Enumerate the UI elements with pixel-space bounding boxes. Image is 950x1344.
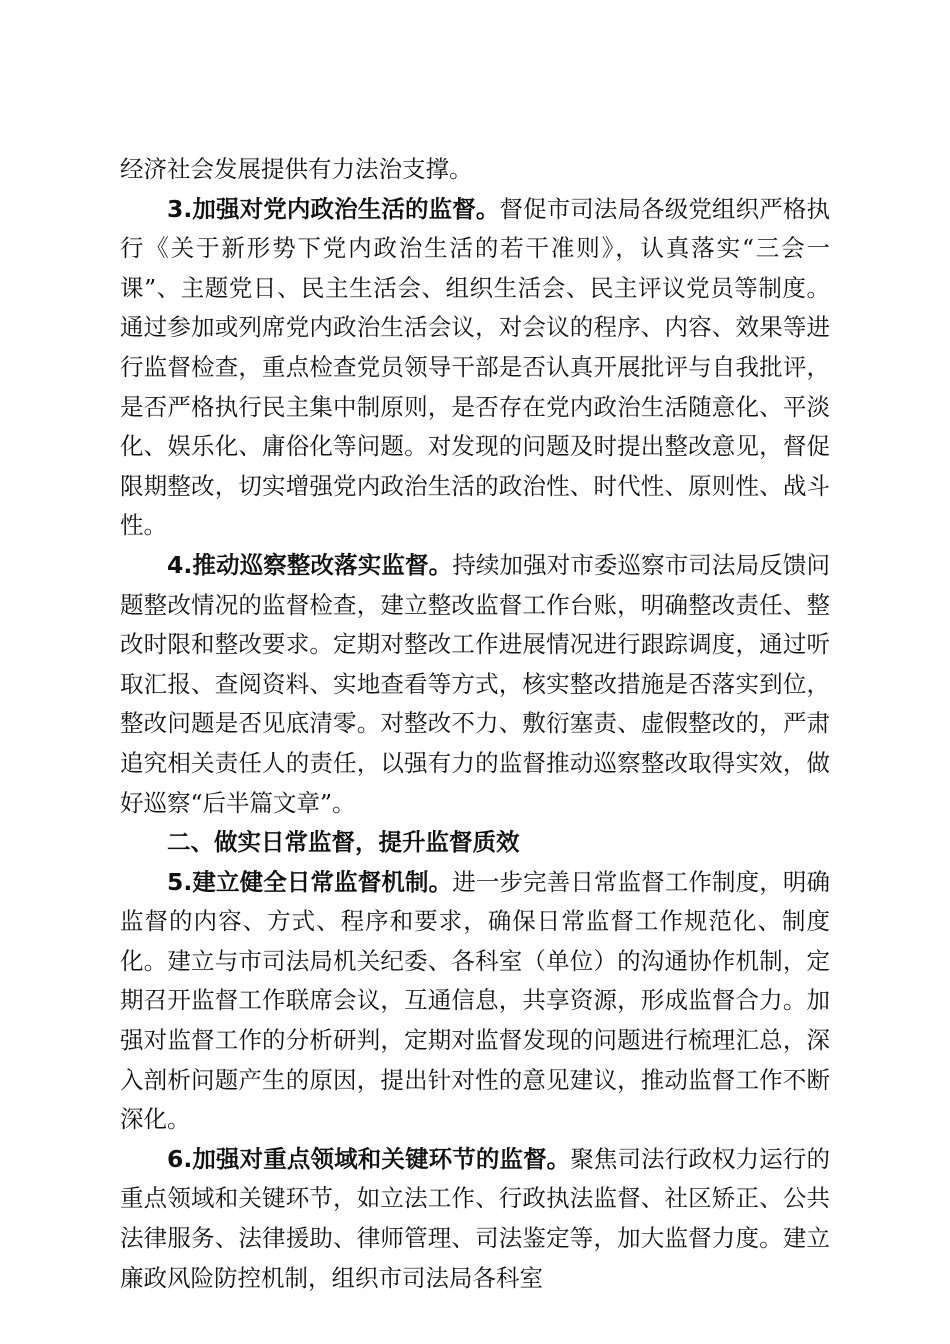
item-text: 进一步完善日常监督工作制度，明确监督的内容、方式、程序和要求，确保日常监督工作规范化、制度化。建立与市司法局机关纪委、各科室（单位）的沟通协作机制，定期召开监督工作联席会议，互通信息，共享资源，形成监督合力。加强对监督工作的分析研判，定期对监督发现的问题进行梳理汇总，深入剖析问题产生的原因，提出针对性的意见建议，推动监督工作不断深化。 — [120, 867, 831, 1134]
paragraph-text: 经济社会发展提供有力法治支撑。 — [120, 155, 473, 183]
item-text: 督促市司法局各级党组织严格执行《关于新形势下党内政治生活的若干准则》，认真落实“三会一课”、主题党日、民主生活会、组织生活会、民主评议党员等制度。通过参加或列席党内政治生活会议，对会议的程序、内容、效果等进行监督检查，重点检查党员领导干部是否认真开展批评与自我批评，是否严格执行民主集中制原则，是否存在党内政治生活随意化、平淡化、娱乐化、庸俗化等问题。对发现的问题及时提出整改意见，督促限期整改，切实增强党内政治生活的政治性、时代性、原则性、战斗性。 — [120, 194, 831, 540]
item-text: 聚焦司法行政权力运行的重点领域和关键环节，如立法工作、行政执法监督、社区矫正、公共法律服务、法律援助、律师管理、司法鉴定等，加大监督力度。建立廉政风险防控机制，组织市司法局各科室 — [120, 1144, 831, 1292]
item-title: 6.加强对重点领域和关键环节的监督。 — [167, 1144, 571, 1173]
document-body — [120, 150, 830, 1298]
item-text: 持续加强对市委巡察市司法局反馈问题整改情况的监督检查，建立整改监督工作台账，明确整改责任、整改时限和整改要求。定期对整改工作进展情况进行跟踪调度，通过听取汇报、查阅资料、实地查看等方式，核实整改措施是否落实到位，整改问题是否见底清零。对整改不力、敷衍塞责、虚假整改的，严肃追究相关责任人的责任，以强有力的监督推动巡察整改取得实效，做好巡察“后半篇文章”。 — [120, 550, 831, 817]
item-title: 3.加强对党内政治生活的监督。 — [167, 194, 500, 223]
paragraph-item-5 — [120, 863, 830, 1140]
paragraph-item-6 — [120, 1140, 830, 1298]
section-heading-text: 二、做实日常监督，提升监督质效 — [167, 828, 520, 857]
paragraph-continuation — [120, 150, 830, 190]
paragraph-item-4 — [120, 546, 830, 823]
item-title: 4.推动巡察整改落实监督。 — [167, 550, 453, 579]
paragraph-item-3 — [120, 190, 830, 546]
section-heading — [120, 823, 830, 863]
item-title: 5.建立健全日常监督机制。 — [167, 867, 453, 896]
